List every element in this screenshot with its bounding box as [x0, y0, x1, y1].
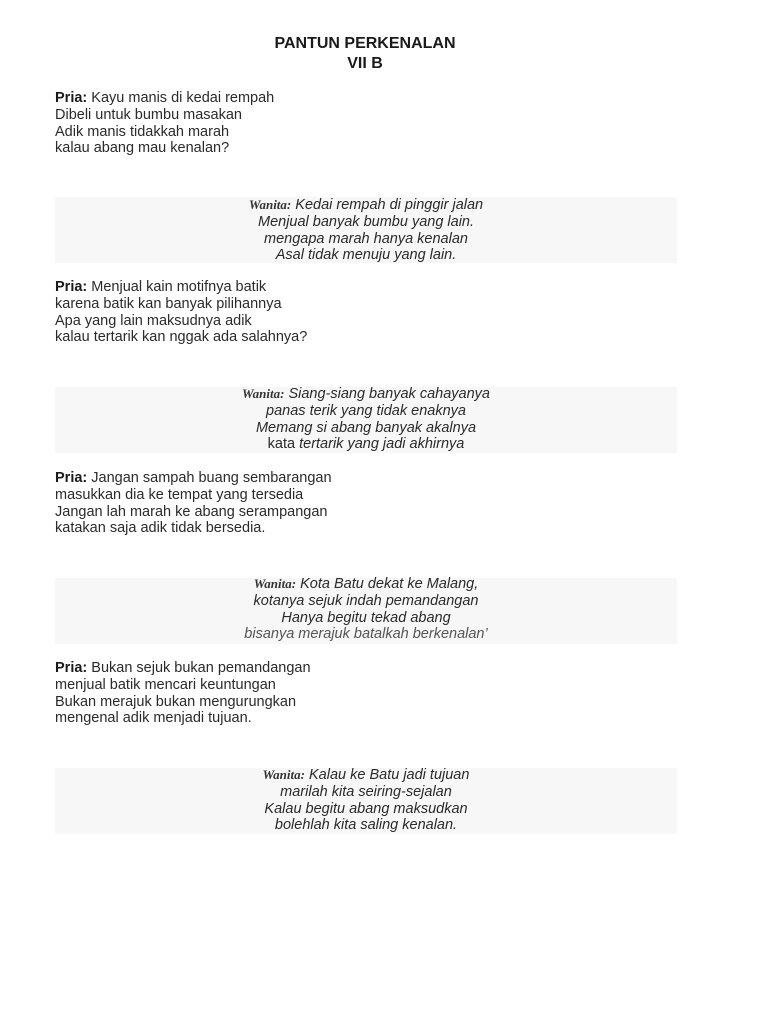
stanza-line-text: Kalau ke Batu jadi tujuan — [309, 767, 470, 783]
speaker-label: Pria: — [55, 470, 88, 486]
stanza-pria-3 — [55, 470, 332, 537]
stanza-line — [55, 197, 677, 214]
stanza-line-prefix: kata — [267, 436, 296, 453]
stanza-line-text: Kedai rempah di pinggir jalan — [295, 197, 484, 213]
stanza-line: karena batik kan banyak pilihannya — [55, 295, 282, 312]
stanza-line: Apa yang lain maksudnya adik — [55, 312, 252, 329]
stanza-line: panas terik yang tidak enaknya — [266, 402, 466, 419]
stanza-line: mengenal adik menjadi tujuan. — [55, 710, 252, 727]
stanza-text — [55, 386, 677, 453]
stanza-line: masukkan dia ke tempat yang tersedia — [55, 486, 304, 503]
speaker-label: Wanita: — [242, 386, 285, 401]
stanza-line: marilah kita seiring-sejalan — [280, 783, 452, 800]
stanza-line: Bukan merajuk bukan mengurungkan — [55, 693, 297, 710]
stanza-line: Hanya begitu tekad abang — [281, 609, 451, 626]
stanza-line: Adik manis tidakkah marah — [55, 123, 230, 140]
speaker-label: Wanita: — [262, 767, 305, 782]
stanza-line-text: Kayu manis di kedai rempah — [91, 90, 275, 106]
stanza-line — [55, 279, 307, 296]
title-line-1: PANTUN PERKENALAN — [274, 35, 456, 52]
stanza-line — [55, 386, 677, 403]
speaker-label: Wanita: — [253, 576, 297, 591]
stanza-line: katakan saja adik tidak bersedia. — [55, 520, 266, 537]
stanza-line-text: Kota Batu dekat ke Malang, — [300, 576, 479, 592]
stanza-line-text: Menjual kain motifnya batik — [91, 279, 267, 295]
stanza-wanita-2 — [55, 387, 677, 453]
stanza-line: kotanya sejuk indah pemandangan — [253, 592, 479, 609]
stanza-line — [55, 767, 677, 784]
stanza-wanita-1 — [55, 197, 677, 263]
stanza-line: kalau tertarik kan nggak ada salahnya? — [55, 329, 308, 346]
stanza-line — [55, 436, 677, 453]
title-line-2: VII B — [347, 55, 383, 72]
stanza-line-text: tertarik yang jadi akhirnya — [299, 436, 465, 453]
stanza-wanita-3 — [55, 578, 677, 644]
stanza-line: kalau abang mau kenalan? — [55, 140, 230, 157]
speaker-label: Pria: — [55, 279, 88, 295]
document-title — [0, 34, 730, 74]
stanza-line-text: Jangan sampah buang sembarangan — [91, 470, 332, 486]
speaker-label: Pria: — [55, 90, 88, 106]
stanza-text — [55, 576, 677, 643]
stanza-line — [55, 90, 274, 107]
stanza-line: Jangan lah marah ke abang serampangan — [55, 503, 328, 520]
stanza-line — [55, 470, 332, 487]
stanza-line: bisanya merajuk batalkah berkenalan’ — [244, 626, 488, 643]
stanza-line: Menjual banyak bumbu yang lain. — [257, 213, 475, 230]
speaker-label: Wanita: — [248, 197, 292, 212]
stanza-line: bolehlah kita saling kenalan. — [274, 817, 458, 834]
stanza-line — [55, 576, 677, 593]
stanza-line: Kalau begitu abang maksudkan — [264, 800, 468, 817]
stanza-line-text: Bukan sejuk bukan pemandangan — [91, 660, 311, 676]
stanza-line: Asal tidak menuju yang lain. — [275, 247, 457, 264]
stanza-line-text: Siang-siang banyak cahayanya — [288, 386, 490, 402]
stanza-wanita-4 — [55, 768, 677, 834]
stanza-text — [55, 197, 677, 264]
stanza-line: Memang si abang banyak akalnya — [255, 419, 477, 436]
stanza-text — [55, 767, 677, 834]
stanza-line: Dibeli untuk bumbu masakan — [55, 106, 242, 123]
stanza-pria-4 — [55, 660, 311, 727]
stanza-pria-2 — [55, 279, 307, 346]
stanza-pria-1 — [55, 90, 274, 157]
speaker-label: Pria: — [55, 660, 88, 676]
stanza-line: menjual batik mencari keuntungan — [55, 676, 276, 693]
stanza-line — [55, 660, 311, 677]
stanza-line: mengapa marah hanya kenalan — [264, 230, 468, 247]
